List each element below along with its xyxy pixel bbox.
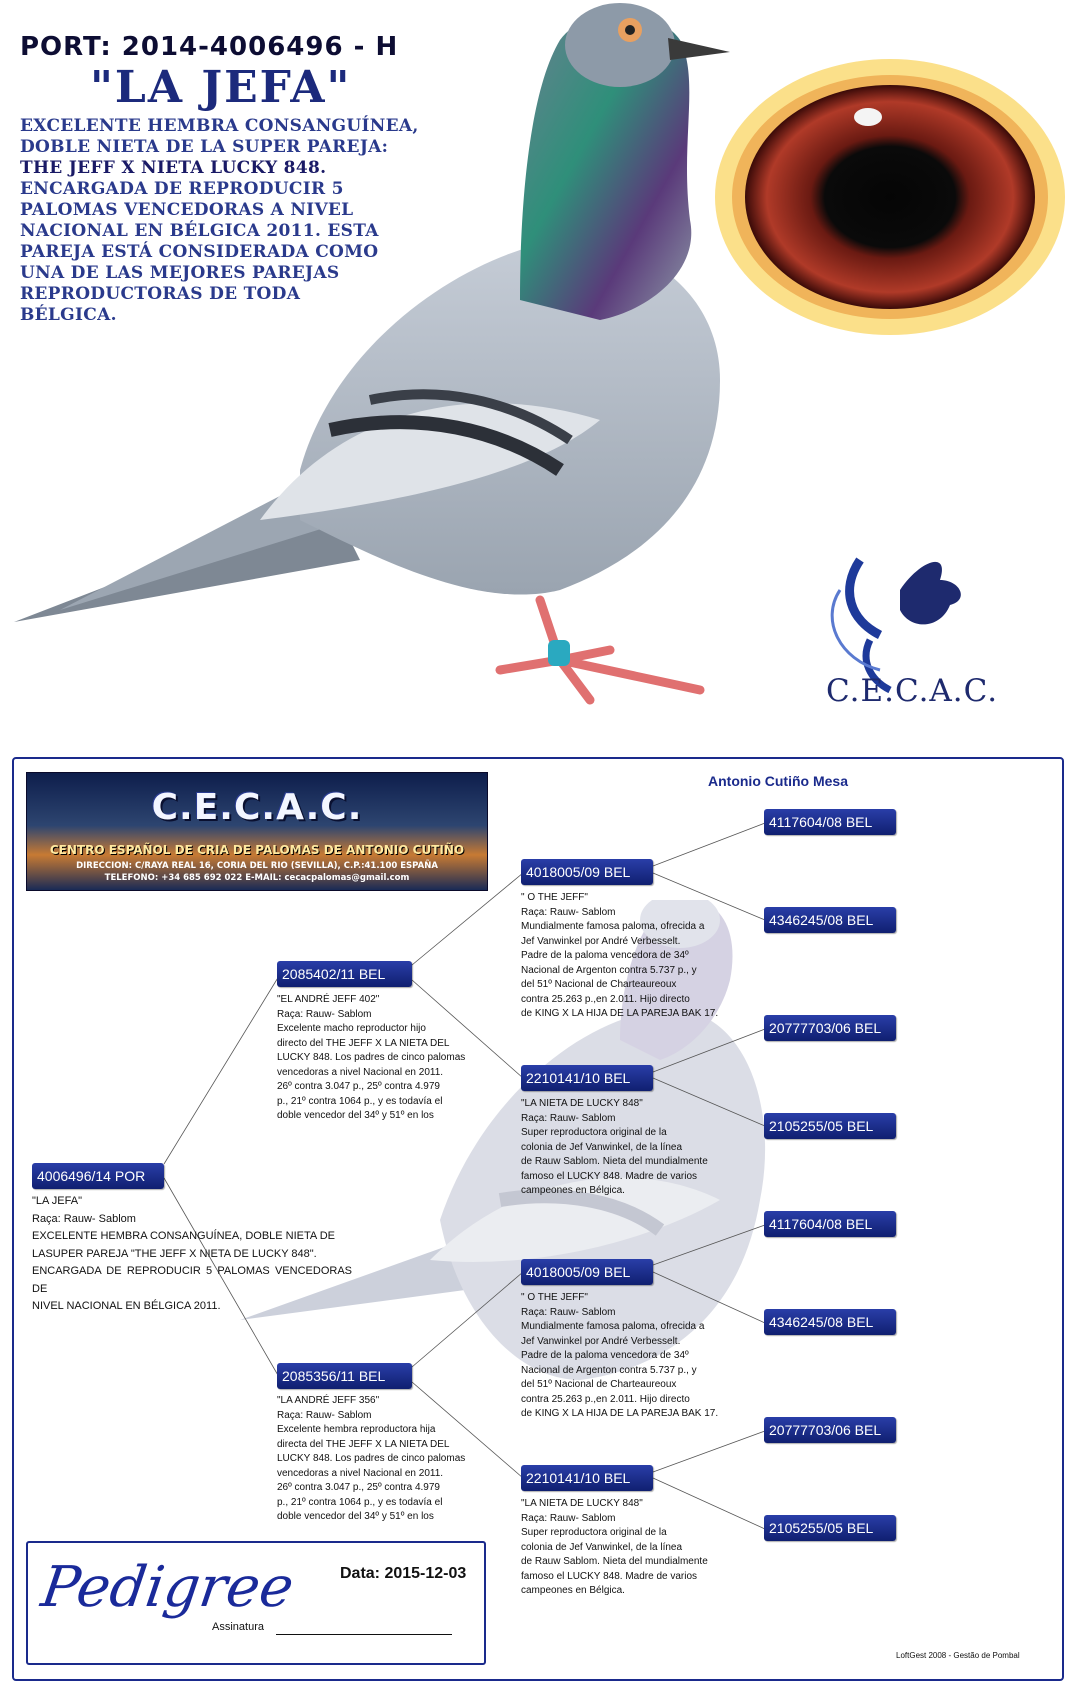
note-line: 26º contra 3.047 p., 25º contra 4.979: [277, 1482, 440, 1493]
note-line: de KING X LA HIJA DE LA PAREJA BAK 17.: [521, 1008, 719, 1019]
ring-number-title: PORT: 2014-4006496 - H: [20, 32, 399, 62]
note-line: "LA NIETA DE LUCKY 848": [521, 1098, 643, 1109]
description-line: EXCELENTE HEMBRA CONSANGUÍNEA,: [20, 116, 419, 136]
note-line: Raça: Rauw- Sablom: [521, 1112, 616, 1124]
great-grandparent-box: 20777703/06 BEL: [764, 1015, 896, 1041]
banner-subtitle: CENTRO ESPAÑOL DE CRIA DE PALOMAS DE ANTONIO CUTIÑO: [49, 843, 465, 857]
dam-ring-box: 2085356/11 BEL: [277, 1363, 412, 1389]
description-line: UNA DE LAS MEJORES PAREJAS: [20, 263, 340, 283]
note-line: del 51º Nacional de Charteaureoux: [521, 1379, 677, 1390]
note-line: doble vencedor del 34º y 51º en los: [277, 1110, 434, 1121]
note-line: "LA JEFA": [32, 1195, 82, 1207]
note-line: famoso el LUCKY 848. Madre de varios: [521, 1570, 698, 1582]
sire-dam-notes: [521, 1097, 721, 1199]
owner-name: Antonio Cutiño Mesa: [708, 773, 848, 789]
pedigree-date: Data: 2015-12-03: [340, 1565, 467, 1582]
note-line: Mundialmente famosa paloma, ofrecida a: [521, 921, 705, 932]
dam-sire-notes: [521, 1291, 721, 1422]
note-line: Padre de la paloma vencedora de 34º: [521, 950, 689, 961]
note-line: p., 21º contra 1064 p., y es todavía el: [277, 1496, 443, 1508]
note-line: Jef Vanwinkel por André Verbesselt.: [521, 935, 681, 947]
note-line: p., 21º contra 1064 p., y es todavía el: [277, 1095, 443, 1107]
dam-dam-notes: [521, 1497, 721, 1599]
subject-ring-box: 4006496/14 POR: [32, 1163, 164, 1189]
note-line: 26º contra 3.047 p., 25º contra 4.979: [277, 1081, 440, 1092]
note-line: Excelente hembra reproductora hija: [277, 1424, 436, 1435]
note-line: Raça: Rauw- Sablom: [32, 1212, 136, 1225]
note-line: " O THE JEFF": [521, 1292, 588, 1303]
sire-notes: [277, 993, 482, 1124]
signature-label: Assinatura: [212, 1621, 264, 1633]
signature-line: [276, 1634, 452, 1635]
great-grandparent-box: 20777703/06 BEL: [764, 1417, 896, 1443]
note-line: EXCELENTE HEMBRA CONSANGUÍNEA, DOBLE NIETA DE: [32, 1230, 335, 1242]
description-line: DOBLE NIETA DE LA SUPER PAREJA:: [20, 137, 389, 157]
note-line: contra 25.263 p.,en 2.011. Hijo directo: [521, 1393, 690, 1405]
sire-dam-ring-box: 2210141/10 BEL: [521, 1065, 653, 1091]
note-line: LASUPER PAREJA "THE JEFF X NIETA DE LUCKY 848".: [32, 1247, 317, 1260]
note-line: vencedoras a nivel Nacional en 2011.: [277, 1467, 444, 1479]
sire-sire-notes: [521, 891, 721, 1022]
note-line: Raça: Rauw- Sablom: [277, 1409, 372, 1421]
cecac-logo-text: C.E.C.A.C.: [826, 673, 999, 709]
note-line: de Rauw Sablom. Nieta del mundialmente: [521, 1556, 708, 1567]
note-line: Jef Vanwinkel por André Verbesselt.: [521, 1335, 681, 1347]
dam-notes: [277, 1394, 482, 1525]
banner-address: DIRECCION: C/RAYA REAL 16, CORIA DEL RIO (SEVILLA), C.P.:41.100 ESPAÑA: [76, 861, 438, 871]
note-line: ENCARGADA DE REPRODUCIR 5 PALOMAS VENCEDORAS DE: [32, 1265, 352, 1295]
banner-title: C.E.C.A.C.: [151, 787, 363, 828]
note-line: colonia de Jef Vanwinkel, de la línea: [521, 1541, 683, 1553]
note-line: "LA ANDRÉ JEFF 356": [277, 1395, 380, 1406]
pedigree-script-title: Pedigree: [37, 1555, 298, 1620]
note-line: Raça: Rauw- Sablom: [521, 906, 616, 918]
note-line: Excelente macho reproductor hijo: [277, 1023, 426, 1034]
note-line: Raça: Rauw- Sablom: [277, 1008, 372, 1020]
great-grandparent-box: 4117604/08 BEL: [764, 1211, 896, 1237]
note-line: vencedoras a nivel Nacional en 2011.: [277, 1066, 444, 1078]
sire-sire-ring-box: 4018005/09 BEL: [521, 859, 653, 885]
note-line: Super reproductora original de la: [521, 1127, 667, 1138]
note-line: colonia de Jef Vanwinkel, de la línea: [521, 1141, 683, 1153]
description-line: BÉLGICA.: [20, 305, 117, 325]
note-line: contra 25.263 p.,en 2.011. Hijo directo: [521, 993, 690, 1005]
software-credit: LoftGest 2008 - Gestão de Pombal: [896, 1651, 1020, 1660]
banner-phone-email: TELEFONO: +34 685 692 022 E-MAIL: cecacpalomas@gmail.com: [104, 873, 410, 883]
great-grandparent-box: 2105255/05 BEL: [764, 1113, 896, 1139]
note-line: LUCKY 848. Los padres de cinco palomas: [277, 1052, 466, 1063]
note-line: Nacional de Argenton contra 5.737 p., y: [521, 1364, 697, 1376]
note-line: NIVEL NACIONAL EN BÉLGICA 2011.: [32, 1300, 221, 1312]
note-line: de KING X LA HIJA DE LA PAREJA BAK 17.: [521, 1408, 719, 1419]
note-line: campeones en Bélgica.: [521, 1585, 625, 1596]
note-line: directo del THE JEFF X LA NIETA DEL: [277, 1037, 450, 1049]
note-line: famoso el LUCKY 848. Madre de varios: [521, 1170, 698, 1182]
note-line: de Rauw Sablom. Nieta del mundialmente: [521, 1156, 708, 1167]
description-line: THE JEFF X NIETA LUCKY 848.: [20, 158, 327, 178]
note-line: " O THE JEFF": [521, 892, 588, 903]
note-line: Raça: Rauw- Sablom: [521, 1512, 616, 1524]
note-line: "LA NIETA DE LUCKY 848": [521, 1498, 643, 1509]
great-grandparent-box: 4346245/08 BEL: [764, 907, 896, 933]
note-line: Raça: Rauw- Sablom: [521, 1306, 616, 1318]
description-line: PAREJA ESTÁ CONSIDERADA COMO: [20, 242, 379, 262]
note-line: directa del THE JEFF X LA NIETA DEL: [277, 1438, 450, 1450]
great-grandparent-box: 4346245/08 BEL: [764, 1309, 896, 1335]
description-line: ENCARGADA DE REPRODUCIR 5: [20, 179, 344, 199]
pigeon-name-title: "LA JEFA": [90, 62, 352, 113]
dam-sire-ring-box: 4018005/09 BEL: [521, 1259, 653, 1285]
description-line: REPRODUCTORAS DE TODA: [20, 284, 301, 304]
description-line: PALOMAS VENCEDORAS A NIVEL: [20, 200, 354, 220]
note-line: campeones en Bélgica.: [521, 1185, 625, 1196]
note-line: del 51º Nacional de Charteaureoux: [521, 979, 677, 990]
note-line: doble vencedor del 34º y 51º en los: [277, 1511, 434, 1522]
note-line: Super reproductora original de la: [521, 1527, 667, 1538]
great-grandparent-box: 2105255/05 BEL: [764, 1515, 896, 1541]
subject-notes: [32, 1193, 352, 1316]
great-grandparent-box: 4117604/08 BEL: [764, 809, 896, 835]
note-line: Nacional de Argenton contra 5.737 p., y: [521, 964, 697, 976]
note-line: Padre de la paloma vencedora de 34º: [521, 1350, 689, 1361]
note-line: Mundialmente famosa paloma, ofrecida a: [521, 1321, 705, 1332]
sire-ring-box: 2085402/11 BEL: [277, 961, 412, 987]
dam-dam-ring-box: 2210141/10 BEL: [521, 1465, 653, 1491]
description-line: NACIONAL EN BÉLGICA 2011. ESTA: [20, 221, 379, 241]
note-line: LUCKY 848. Los padres de cinco palomas: [277, 1453, 466, 1464]
note-line: "EL ANDRÉ JEFF 402": [277, 994, 380, 1005]
